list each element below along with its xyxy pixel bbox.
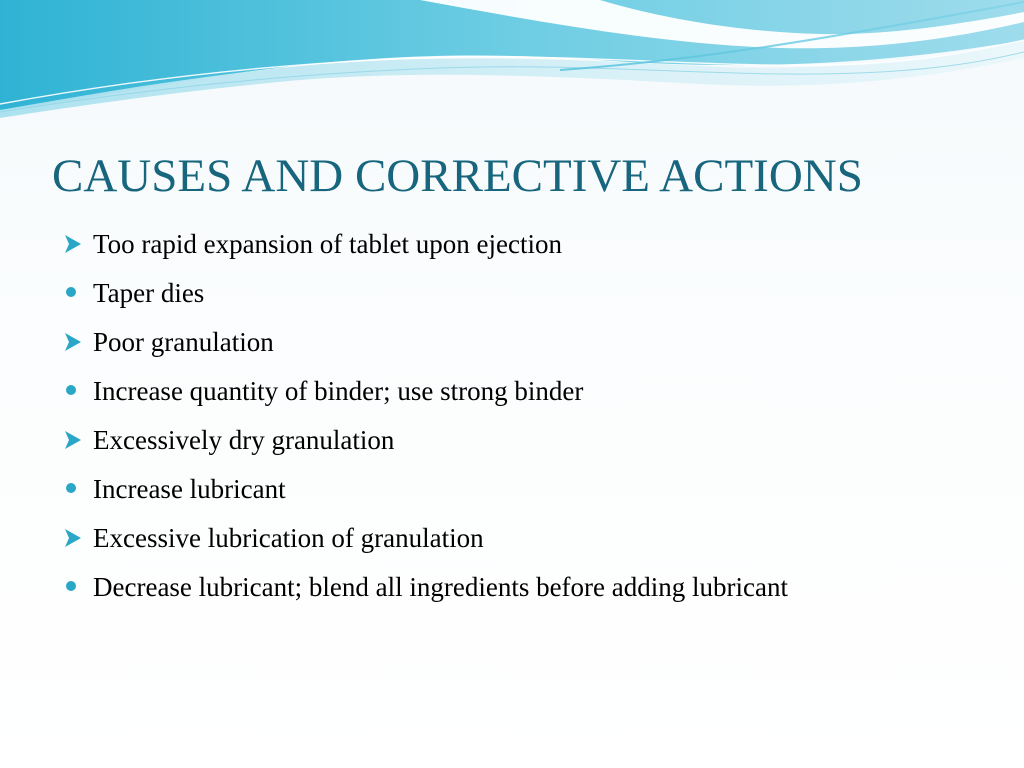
list-item <box>62 273 962 313</box>
arrow-icon <box>62 224 88 264</box>
header-wave-decoration <box>0 0 1024 120</box>
list-item <box>62 469 962 509</box>
list-item-text: Decrease lubricant; blend all ingredients before adding lubricant <box>93 572 788 602</box>
dot-icon <box>62 371 88 411</box>
dot-icon <box>62 469 88 509</box>
bullet-list <box>62 224 962 616</box>
list-item-text: Poor granulation <box>93 327 274 357</box>
list-item-text: Increase lubricant <box>93 474 286 504</box>
list-item <box>62 567 962 607</box>
list-item-text: Increase quantity of binder; use strong binder <box>93 376 584 406</box>
list-item <box>62 420 962 460</box>
arrow-icon <box>62 322 88 362</box>
list-item-text: Excessive lubrication of granulation <box>93 523 484 553</box>
arrow-icon <box>62 518 88 558</box>
list-item <box>62 224 962 264</box>
dot-icon <box>62 273 88 313</box>
list-item-text: Too rapid expansion of tablet upon ejection <box>93 229 562 259</box>
arrow-icon <box>62 420 88 460</box>
list-item-text: Taper dies <box>93 278 205 308</box>
list-item <box>62 518 962 558</box>
slide-title: CAUSES AND CORRECTIVE ACTIONS <box>52 150 863 202</box>
dot-icon <box>62 567 88 607</box>
list-item <box>62 322 962 362</box>
list-item <box>62 371 962 411</box>
list-item-text: Excessively dry granulation <box>93 425 395 455</box>
